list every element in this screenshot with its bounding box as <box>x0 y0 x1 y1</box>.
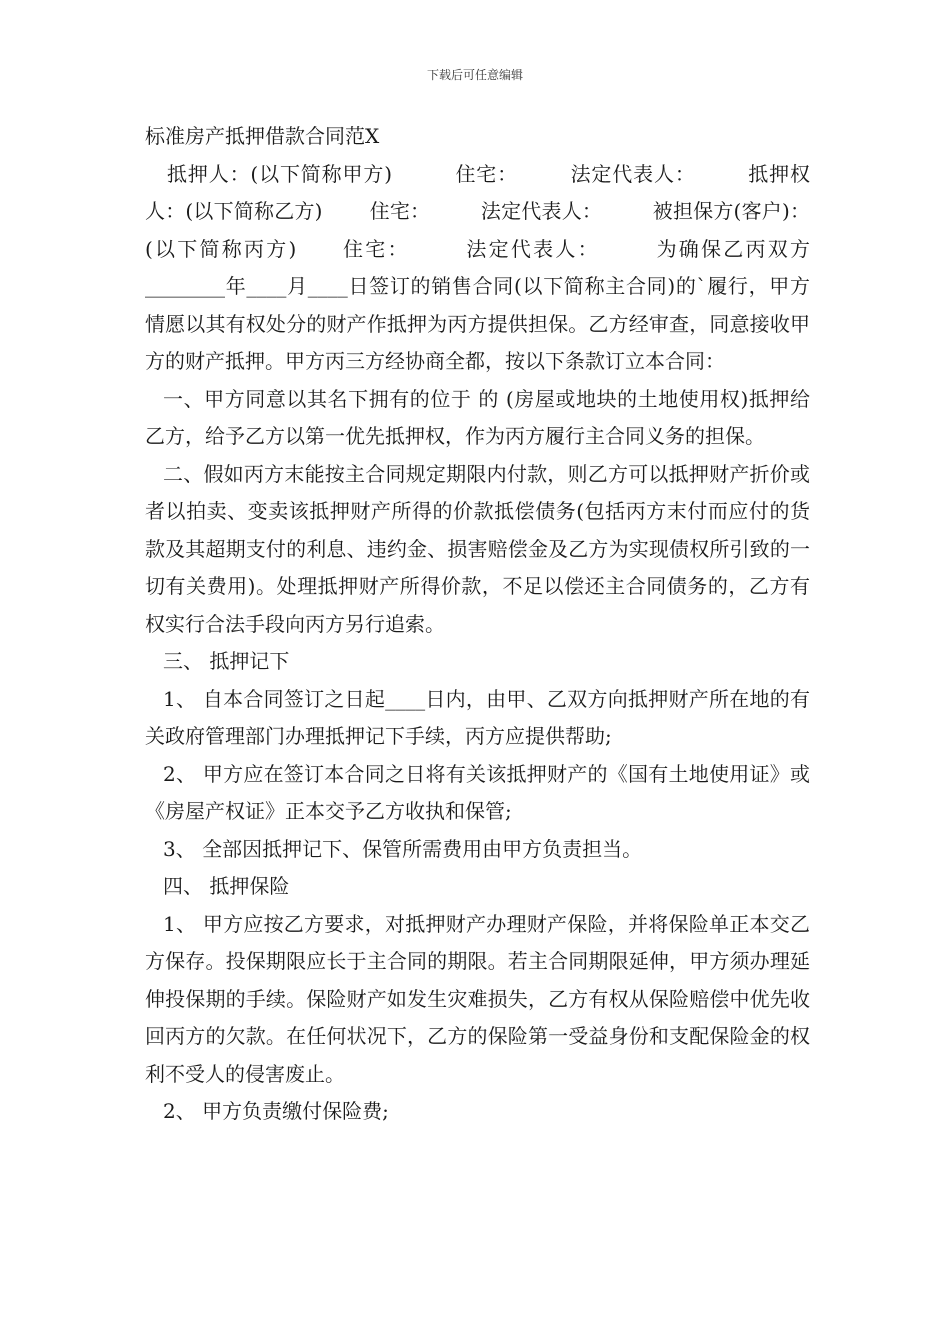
page-header: 下载后可任意编辑 <box>426 68 523 82</box>
paragraph-insurance-1: 1、 甲方应按乙方要求，对抵押财产办理财产保险，并将保险单正本交乙方保存。投保期限应长于主合同的期限。若主合同期限延伸，甲方须办理延伸投保期的手续。保险财产如发生灾难损失，乙方有权从保险赔偿中优先收回丙方的欠款。在任何状况下，乙方的保险第一受益身份和支配保险金的权利不受人的侵害废止。 <box>145 911 810 1086</box>
document-body <box>145 118 810 1131</box>
section-heading-insurance: 四、 抵押保险 <box>163 874 290 898</box>
paragraph-registration-1: 1、 自本合同签订之日起____日内，由甲、乙双方向抵押财产所在地的有关政府管理部门办理抵押记下手续，丙方应提供帮助; <box>145 686 810 748</box>
paragraph-registration-2: 2、 甲方应在签订本合同之日将有关该抵押财产的《国有土地使用证》或《房屋产权证》正本交予乙方收执和保管; <box>145 761 810 823</box>
paragraph-clause-1: 一、甲方同意以其名下拥有的位于 的 (房屋或地块的土地使用权)抵押给乙方，给予乙方以第一优先抵押权，作为丙方履行主合同义务的担保。 <box>145 386 810 448</box>
paragraph-insurance-2: 2、 甲方负责缴付保险费; <box>163 1099 389 1123</box>
paragraph-parties: 抵押人：(以下简称甲方) 住宅： 法定代表人： 抵押权人：(以下简称乙方) 住宅： 法定代表人： 被担保方(客户)：(以下简称丙方) 住宅： 法定代表人： 为确保乙丙双方________年____月____日签订的销售合同(以下简称主合同)的`履行，甲方情愿以其有权处分的财产作抵押为丙方提供担保。乙方经审查，同意接收甲方的财产抵押。甲方丙三方经协商全都，按以下条款订立本合同： <box>145 161 810 373</box>
paragraph-clause-2: 二、假如丙方末能按主合同规定期限内付款，则乙方可以抵押财产折价或者以拍卖、变卖该抵押财产所得的价款抵偿债务(包括丙方末付而应付的货款及其超期支付的利息、违约金、损害赔偿金及乙方为实现债权所引致的一切有关费用)。处理抵押财产所得价款，不足以偿还主合同债务的，乙方有权实行合法手段向丙方另行追索。 <box>145 461 810 636</box>
document-title: 标准房产抵押借款合同范X <box>145 124 380 148</box>
paragraph-registration-3: 3、 全部因抵押记下、保管所需费用由甲方负责担当。 <box>163 836 643 861</box>
section-heading-registration: 三、 抵押记下 <box>163 649 290 673</box>
